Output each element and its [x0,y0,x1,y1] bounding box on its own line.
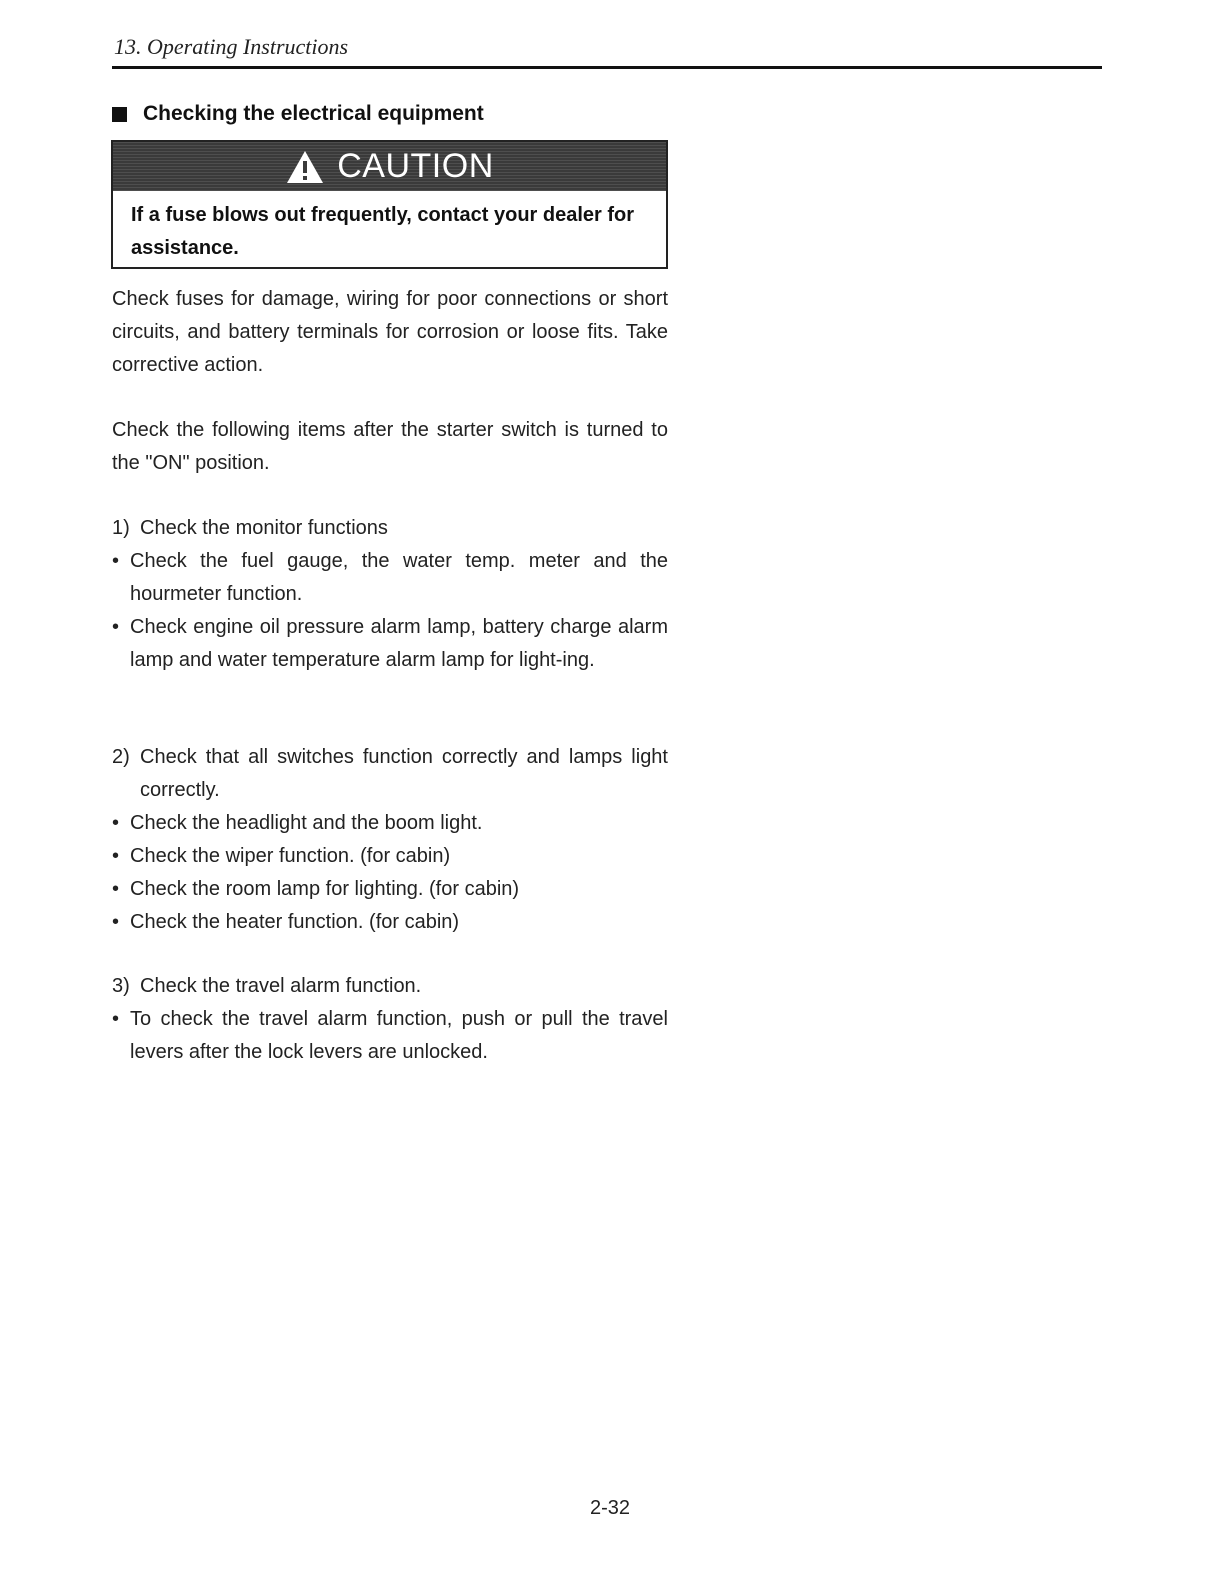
caution-text: If a fuse blows out frequently, contact your dealer for assistance. [131,204,635,259]
list-item [112,873,668,906]
caution-label: CAUTION [337,147,494,185]
list-item [112,906,668,939]
bullet-dot: • [112,1008,120,1030]
list-item [112,840,668,873]
step-number: 2) [112,746,130,768]
header-title: 13. Operating Instructions [114,34,349,59]
list-item-text: Check the wiper function. (for cabin) [130,845,451,867]
bullet-dot: • [112,550,120,572]
page-header [112,32,1102,69]
list-item [112,545,668,611]
caution-banner [113,142,666,191]
step-1 [112,512,668,677]
caution-box [111,140,668,269]
section-heading-text: Checking the electrical equipment [143,102,484,125]
paragraph-starter-text: Check the following items after the starter switch is turned to the "ON" position. [112,419,668,474]
list-item [112,611,668,677]
paragraph-starter [112,414,668,480]
list-item-text: To check the travel alarm function, push or pull the travel levers after the lock levers are unlocked. [130,1008,668,1063]
step-number: 1) [112,517,130,539]
section-heading [112,102,484,126]
warning-triangle-icon [285,149,325,185]
bullet-dot: • [112,812,120,834]
paragraph-fuses-text: Check fuses for damage, wiring for poor connections or short circuits, and battery terminals for corrosion or loose fits. Take corrective action. [112,288,668,376]
list-item-text: Check the heater function. (for cabin) [130,911,460,933]
step-3-title [112,970,668,1003]
square-bullet-icon [112,107,127,122]
paragraph-fuses [112,283,668,382]
list-item-text: Check engine oil pressure alarm lamp, battery charge alarm lamp and water temperature alarm lamp for light-ing. [130,616,668,671]
bullet-dot: • [112,845,120,867]
list-item [112,1003,668,1069]
bullet-dot: • [112,616,120,638]
bullet-dot: • [112,911,120,933]
bullet-dot: • [112,878,120,900]
step-2-title [112,741,668,807]
list-item-text: Check the room lamp for lighting. (for cabin) [130,878,520,900]
list-item-text: Check the headlight and the boom light. [130,812,483,834]
list-item-text: Check the fuel gauge, the water temp. meter and the hourmeter function. [130,550,668,605]
step-number: 3) [112,975,130,997]
step-1-title [112,512,668,545]
step-2 [112,741,668,939]
step-title-text: Check the monitor functions [140,517,388,539]
step-title-text: Check the travel alarm function. [140,975,422,997]
page-number: 2-32 [589,1497,631,1519]
step-3 [112,970,668,1069]
step-title-text: Check that all switches function correctly and lamps light correctly. [140,746,668,801]
list-item [112,807,668,840]
